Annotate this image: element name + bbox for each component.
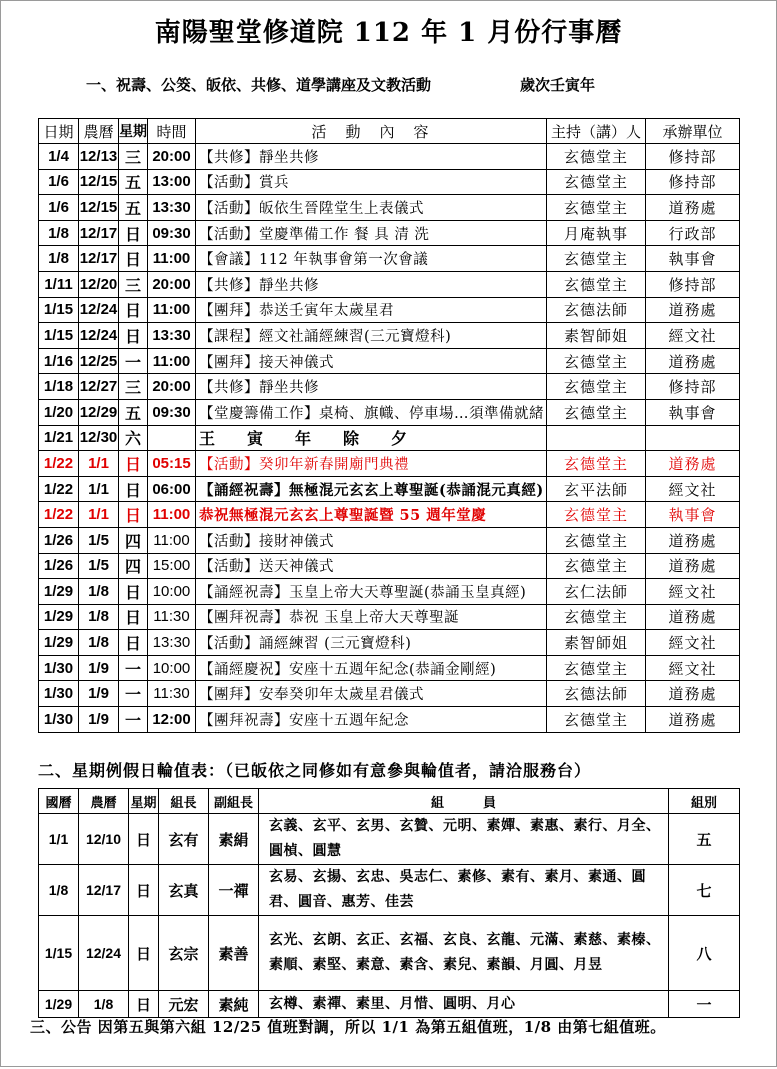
duty-header-cell: 農曆 [79, 789, 129, 814]
schedule-cell-date: 1/22 [39, 476, 79, 502]
schedule-cell-lunar: 1/9 [79, 681, 119, 707]
schedule-cell-lunar: 12/25 [79, 348, 119, 374]
schedule-cell-activity: 【團拜祝壽】恭祝 玉皇上帝大天尊聖誕 [196, 604, 547, 630]
duty-cell-solar: 1/29 [39, 991, 79, 1018]
schedule-cell-weekday: 三 [119, 271, 148, 297]
schedule-cell-date: 1/6 [39, 195, 79, 221]
schedule-header-cell: 主持（講）人 [547, 119, 646, 144]
schedule-cell-host: 玄德堂主 [547, 451, 646, 477]
schedule-cell-activity: 【誦經祝壽】玉皇上帝大天尊聖誕(恭誦玉皇真經) [196, 579, 547, 605]
schedule-cell-weekday: 日 [119, 451, 148, 477]
schedule-cell-weekday: 日 [119, 630, 148, 656]
schedule-row [39, 553, 740, 579]
schedule-cell-date: 1/18 [39, 374, 79, 400]
schedule-table [38, 118, 740, 733]
schedule-cell-weekday: 五 [119, 195, 148, 221]
schedule-cell-activity: 【活動】誦經練習 (三元寶燈科) [196, 630, 547, 656]
schedule-row [39, 630, 740, 656]
schedule-cell-date: 1/16 [39, 348, 79, 374]
schedule-cell-unit: 修持部 [646, 169, 740, 195]
schedule-cell-unit: 經文社 [646, 579, 740, 605]
duty-cell-lunar: 12/24 [79, 916, 129, 991]
duty-row [39, 916, 740, 991]
schedule-cell-date: 1/21 [39, 425, 79, 451]
schedule-row [39, 323, 740, 349]
schedule-cell-activity: 【團拜】接天神儀式 [196, 348, 547, 374]
duty-cell-weekday: 日 [129, 814, 159, 865]
duty-cell-leader: 玄有 [159, 814, 209, 865]
schedule-cell-unit: 道務處 [646, 604, 740, 630]
schedule-row [39, 246, 740, 272]
duty-cell-group: 五 [669, 814, 740, 865]
schedule-cell-unit: 經文社 [646, 323, 740, 349]
schedule-cell-activity: 【誦經慶祝】安座十五週年紀念(恭誦金剛經) [196, 655, 547, 681]
schedule-cell-time: 11:00 [148, 502, 196, 528]
schedule-cell-weekday: 日 [119, 220, 148, 246]
schedule-cell-unit: 道務處 [646, 681, 740, 707]
schedule-cell-time: 05:15 [148, 451, 196, 477]
schedule-cell-date: 1/6 [39, 169, 79, 195]
schedule-cell-lunar: 12/17 [79, 246, 119, 272]
schedule-cell-date: 1/8 [39, 246, 79, 272]
schedule-row [39, 451, 740, 477]
schedule-cell-weekday: 五 [119, 169, 148, 195]
schedule-cell-activity: 【活動】癸卯年新春開廟門典禮 [196, 451, 547, 477]
schedule-row [39, 374, 740, 400]
duty-cell-lunar: 1/8 [79, 991, 129, 1018]
schedule-cell-unit: 執事會 [646, 246, 740, 272]
duty-cell-members: 玄義、玄平、玄男、玄贊、元明、素嬋、素惠、素行、月全、圓楨、圓慧 [259, 814, 669, 865]
schedule-cell-host: 月庵執事 [547, 220, 646, 246]
schedule-header-cell: 農曆 [79, 119, 119, 144]
schedule-cell-lunar: 1/9 [79, 707, 119, 733]
schedule-cell-weekday: 日 [119, 476, 148, 502]
schedule-cell-date: 1/8 [39, 220, 79, 246]
duty-cell-solar: 1/15 [39, 916, 79, 991]
schedule-cell-weekday: 一 [119, 707, 148, 733]
schedule-cell-date: 1/20 [39, 399, 79, 425]
schedule-cell-lunar: 1/8 [79, 579, 119, 605]
schedule-cell-date: 1/30 [39, 681, 79, 707]
schedule-cell-unit: 道務處 [646, 297, 740, 323]
schedule-cell-activity: 【共修】靜坐共修 [196, 271, 547, 297]
schedule-cell-lunar: 12/24 [79, 323, 119, 349]
schedule-row [39, 527, 740, 553]
schedule-cell-lunar: 12/29 [79, 399, 119, 425]
schedule-row [39, 220, 740, 246]
schedule-header-row [39, 119, 740, 144]
schedule-cell-unit: 執事會 [646, 502, 740, 528]
schedule-cell-date: 1/30 [39, 655, 79, 681]
schedule-row [39, 502, 740, 528]
schedule-cell-time: 11:00 [148, 246, 196, 272]
schedule-cell-lunar: 12/15 [79, 195, 119, 221]
schedule-row [39, 144, 740, 170]
schedule-row [39, 681, 740, 707]
duty-header-cell: 國曆 [39, 789, 79, 814]
schedule-cell-host: 玄德法師 [547, 297, 646, 323]
schedule-cell-date: 1/11 [39, 271, 79, 297]
schedule-cell-activity: 【會議】112 年執事會第一次會議 [196, 246, 547, 272]
schedule-cell-lunar: 1/9 [79, 655, 119, 681]
schedule-cell-activity: 【課程】經文社誦經練習(三元寶燈科) [196, 323, 547, 349]
duty-cell-solar: 1/1 [39, 814, 79, 865]
schedule-cell-weekday: 日 [119, 502, 148, 528]
duty-cell-lunar: 12/10 [79, 814, 129, 865]
schedule-cell-host: 玄德堂主 [547, 169, 646, 195]
schedule-cell-weekday: 四 [119, 527, 148, 553]
duty-cell-deputy: 一禪 [209, 865, 259, 916]
schedule-cell-activity: 【誦經祝壽】無極混元玄玄上尊聖誕(恭誦混元真經) [196, 476, 547, 502]
schedule-cell-lunar: 12/20 [79, 271, 119, 297]
duty-cell-deputy: 素絹 [209, 814, 259, 865]
schedule-cell-time: 20:00 [148, 271, 196, 297]
schedule-cell-unit: 道務處 [646, 195, 740, 221]
schedule-cell-host: 玄德堂主 [547, 144, 646, 170]
schedule-cell-date: 1/26 [39, 553, 79, 579]
schedule-cell-weekday: 四 [119, 553, 148, 579]
schedule-cell-activity: 【活動】賞兵 [196, 169, 547, 195]
schedule-cell-activity: 【團拜】恭送壬寅年太歲星君 [196, 297, 547, 323]
schedule-cell-activity: 恭祝無極混元玄玄上尊聖誕暨 55 週年堂慶 [196, 502, 547, 528]
duty-header-cell: 組別 [669, 789, 740, 814]
schedule-row [39, 655, 740, 681]
schedule-cell-activity: 【共修】靜坐共修 [196, 144, 547, 170]
duty-header-cell: 副組長 [209, 789, 259, 814]
schedule-cell-time: 10:00 [148, 655, 196, 681]
schedule-cell-host: 玄德堂主 [547, 195, 646, 221]
duty-cell-deputy: 素純 [209, 991, 259, 1018]
schedule-cell-date: 1/26 [39, 527, 79, 553]
schedule-cell-time: 13:30 [148, 323, 196, 349]
schedule-cell-lunar: 12/30 [79, 425, 119, 451]
duty-cell-members: 玄光、玄朗、玄正、玄福、玄良、玄龍、元滿、素慈、素榛、素順、素堅、素意、素含、素兒、素韻、月圓、月昱 [259, 916, 669, 991]
schedule-cell-host: 玄德堂主 [547, 604, 646, 630]
year-label: 歲次壬寅年 [520, 76, 596, 94]
schedule-cell-lunar: 12/17 [79, 220, 119, 246]
schedule-cell-activity: 【活動】堂慶準備工作 餐 具 清 洗 [196, 220, 547, 246]
schedule-cell-lunar: 1/1 [79, 451, 119, 477]
duty-roster-table [38, 788, 740, 1018]
schedule-row [39, 348, 740, 374]
schedule-cell-time: 11:30 [148, 604, 196, 630]
schedule-cell-time: 15:00 [148, 553, 196, 579]
schedule-cell-unit: 修持部 [646, 271, 740, 297]
schedule-cell-host: 玄德法師 [547, 681, 646, 707]
schedule-cell-host: 素智師姐 [547, 630, 646, 656]
schedule-header-cell: 活 動 內 容 [196, 119, 547, 144]
duty-cell-leader: 玄真 [159, 865, 209, 916]
schedule-cell-unit: 道務處 [646, 553, 740, 579]
schedule-cell-time: 09:30 [148, 220, 196, 246]
schedule-row [39, 579, 740, 605]
duty-row [39, 865, 740, 916]
duty-header-cell: 組 員 [259, 789, 669, 814]
schedule-cell-unit: 經文社 [646, 655, 740, 681]
duty-cell-leader: 元宏 [159, 991, 209, 1018]
schedule-cell-date: 1/4 [39, 144, 79, 170]
schedule-row [39, 297, 740, 323]
schedule-cell-weekday: 五 [119, 399, 148, 425]
schedule-cell-activity: 王 寅 年 除 夕 [196, 425, 547, 451]
duty-cell-deputy: 素善 [209, 916, 259, 991]
schedule-cell-time: 20:00 [148, 144, 196, 170]
schedule-cell-weekday: 一 [119, 655, 148, 681]
schedule-cell-date: 1/29 [39, 604, 79, 630]
duty-cell-group: 七 [669, 865, 740, 916]
schedule-cell-date: 1/22 [39, 451, 79, 477]
schedule-cell-time: 13:00 [148, 169, 196, 195]
schedule-cell-lunar: 12/27 [79, 374, 119, 400]
schedule-header-cell: 時間 [148, 119, 196, 144]
schedule-cell-weekday: 三 [119, 374, 148, 400]
schedule-row [39, 604, 740, 630]
duty-cell-solar: 1/8 [39, 865, 79, 916]
schedule-cell-unit: 道務處 [646, 451, 740, 477]
duty-cell-weekday: 日 [129, 916, 159, 991]
schedule-cell-date: 1/30 [39, 707, 79, 733]
schedule-cell-weekday: 日 [119, 323, 148, 349]
schedule-cell-time: 11:00 [148, 297, 196, 323]
schedule-cell-activity: 【團拜祝壽】安座十五週年紀念 [196, 707, 547, 733]
announcement: 三、公告 因第五與第六組 12/25 值班對調，所以 1/1 為第五組值班，1/8 由第七組值班。 [30, 1018, 666, 1036]
duty-cell-weekday: 日 [129, 865, 159, 916]
schedule-cell-lunar: 1/8 [79, 630, 119, 656]
schedule-cell-unit: 修持部 [646, 144, 740, 170]
duty-header-cell: 組長 [159, 789, 209, 814]
duty-row [39, 814, 740, 865]
schedule-cell-lunar: 12/13 [79, 144, 119, 170]
schedule-cell-unit [646, 425, 740, 451]
schedule-cell-activity: 【團拜】安奉癸卯年太歲星君儀式 [196, 681, 547, 707]
schedule-cell-lunar: 1/1 [79, 502, 119, 528]
schedule-cell-unit: 經文社 [646, 476, 740, 502]
schedule-cell-host: 玄德堂主 [547, 399, 646, 425]
schedule-cell-weekday: 日 [119, 297, 148, 323]
schedule-row [39, 399, 740, 425]
schedule-cell-weekday: 一 [119, 348, 148, 374]
schedule-row [39, 271, 740, 297]
page-title: 南陽聖堂修道院 112 年 1 月份行事曆 [154, 18, 623, 48]
schedule-cell-time: 10:00 [148, 579, 196, 605]
schedule-cell-unit: 道務處 [646, 707, 740, 733]
schedule-cell-lunar: 1/5 [79, 527, 119, 553]
section2-title: 二、星期例假日輪值表：（已皈依之同修如有意參與輪值者，請洽服務台） [38, 761, 592, 780]
schedule-cell-time [148, 425, 196, 451]
duty-cell-weekday: 日 [129, 991, 159, 1018]
schedule-cell-host: 玄德堂主 [547, 246, 646, 272]
schedule-cell-activity: 【活動】皈依生晉陞堂生上表儀式 [196, 195, 547, 221]
duty-cell-members: 玄易、玄揚、玄忠、吳志仁、素修、素有、素月、素通、圓君、圓音、惠芳、佳芸 [259, 865, 669, 916]
schedule-cell-date: 1/22 [39, 502, 79, 528]
schedule-cell-lunar: 1/5 [79, 553, 119, 579]
schedule-cell-lunar: 1/8 [79, 604, 119, 630]
schedule-cell-host: 玄德堂主 [547, 707, 646, 733]
schedule-header-cell: 日期 [39, 119, 79, 144]
schedule-cell-time: 11:00 [148, 527, 196, 553]
schedule-cell-time: 09:30 [148, 399, 196, 425]
schedule-cell-time: 11:00 [148, 348, 196, 374]
schedule-row [39, 425, 740, 451]
duty-cell-members: 玄樽、素禪、素里、月惜、圓明、月心 [259, 991, 669, 1018]
schedule-cell-date: 1/15 [39, 323, 79, 349]
schedule-cell-host: 玄德堂主 [547, 374, 646, 400]
schedule-cell-host: 素智師姐 [547, 323, 646, 349]
duty-cell-group: 八 [669, 916, 740, 991]
schedule-row [39, 169, 740, 195]
schedule-cell-host: 玄仁法師 [547, 579, 646, 605]
schedule-cell-time: 13:30 [148, 195, 196, 221]
schedule-cell-time: 06:00 [148, 476, 196, 502]
schedule-cell-unit: 執事會 [646, 399, 740, 425]
schedule-header-cell: 星期 [119, 119, 148, 144]
duty-cell-leader: 玄宗 [159, 916, 209, 991]
duty-header-cell: 星期 [129, 789, 159, 814]
duty-row [39, 991, 740, 1018]
schedule-cell-host: 玄德堂主 [547, 348, 646, 374]
duty-cell-lunar: 12/17 [79, 865, 129, 916]
schedule-cell-unit: 道務處 [646, 527, 740, 553]
schedule-cell-time: 13:30 [148, 630, 196, 656]
section1-title: 一、祝壽、公筊、皈依、共修、道學講座及文教活動 [86, 76, 432, 94]
schedule-cell-lunar: 12/24 [79, 297, 119, 323]
schedule-cell-date: 1/15 [39, 297, 79, 323]
schedule-cell-host: 玄平法師 [547, 476, 646, 502]
schedule-row [39, 195, 740, 221]
schedule-row [39, 476, 740, 502]
schedule-cell-host: 玄德堂主 [547, 271, 646, 297]
schedule-cell-unit: 經文社 [646, 630, 740, 656]
schedule-cell-unit: 道務處 [646, 348, 740, 374]
schedule-cell-host: 玄德堂主 [547, 527, 646, 553]
schedule-cell-weekday: 三 [119, 144, 148, 170]
schedule-cell-host: 玄德堂主 [547, 655, 646, 681]
schedule-cell-activity: 【堂慶籌備工作】桌椅、旗幟、停車場…須準備就緒 [196, 399, 547, 425]
schedule-cell-lunar: 12/15 [79, 169, 119, 195]
schedule-cell-weekday: 日 [119, 246, 148, 272]
schedule-cell-time: 20:00 [148, 374, 196, 400]
schedule-row [39, 707, 740, 733]
duty-cell-group: 一 [669, 991, 740, 1018]
schedule-cell-unit: 行政部 [646, 220, 740, 246]
schedule-cell-activity: 【活動】送天神儀式 [196, 553, 547, 579]
schedule-cell-host: 玄德堂主 [547, 502, 646, 528]
schedule-cell-weekday: 日 [119, 579, 148, 605]
schedule-cell-unit: 修持部 [646, 374, 740, 400]
schedule-cell-activity: 【共修】靜坐共修 [196, 374, 547, 400]
schedule-cell-weekday: 六 [119, 425, 148, 451]
schedule-cell-activity: 【活動】接財神儀式 [196, 527, 547, 553]
schedule-cell-host [547, 425, 646, 451]
schedule-cell-time: 11:30 [148, 681, 196, 707]
schedule-cell-weekday: 一 [119, 681, 148, 707]
schedule-cell-date: 1/29 [39, 579, 79, 605]
schedule-cell-lunar: 1/1 [79, 476, 119, 502]
duty-header-row [39, 789, 740, 814]
schedule-cell-host: 玄德堂主 [547, 553, 646, 579]
schedule-cell-date: 1/29 [39, 630, 79, 656]
schedule-header-cell: 承辦單位 [646, 119, 740, 144]
schedule-cell-weekday: 日 [119, 604, 148, 630]
schedule-cell-time: 12:00 [148, 707, 196, 733]
